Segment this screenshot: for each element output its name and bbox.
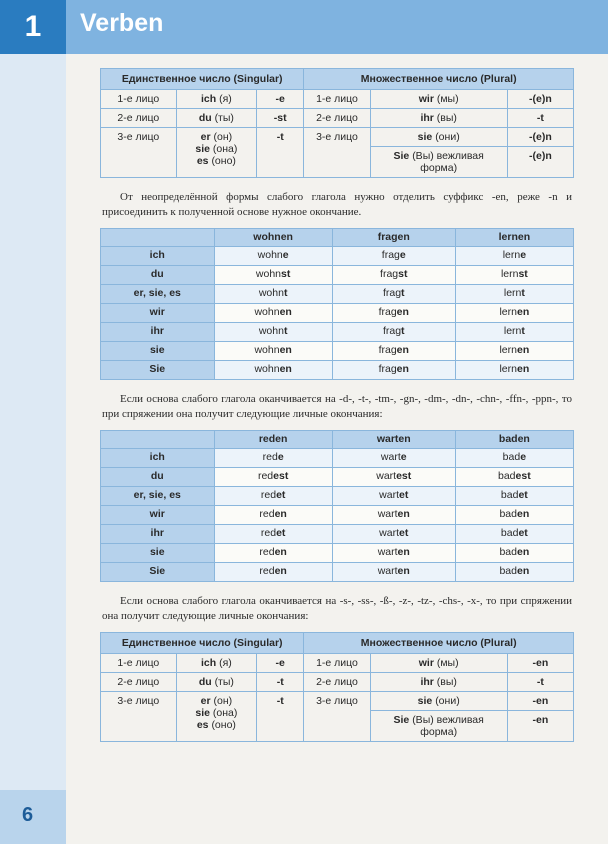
pronoun-cell: wir [101,506,215,525]
sidebar [0,0,66,844]
ending-cell: -en [507,692,573,711]
person-label: 3-е лицо [101,128,177,178]
pronoun-cell: wir (мы) [370,90,507,109]
ending-cell: -en [507,654,573,673]
pronoun-cell: er (он) sie (она) es (оно) [176,692,256,742]
person-label: 2-е лицо [304,673,370,692]
verb-form-cell: badet [455,525,573,544]
verb-form-cell: baden [455,506,573,525]
ending-cell: -t [257,673,304,692]
table-row [101,266,574,285]
verb-header: reden [214,431,332,449]
paragraph-3: Если основа слабого глагола оканчивается на -s-, -ss-, -ß-, -z-, -tz-, -chs-, -x-, то при спряжении она получит следующие личные окончания: [102,595,572,622]
pronoun-cell: ihr (вы) [370,109,507,128]
verb-form-cell: badet [455,487,573,506]
verb-grid-2 [100,430,574,582]
verb-form-cell: wohnen [214,304,332,323]
verb-form-cell: fragt [332,323,455,342]
table-row [101,468,574,487]
ending-cell: -en [507,711,573,742]
singular-header: Единственное число (Singular) [101,69,304,90]
verb-form-cell: warten [332,544,455,563]
verb-form-cell: redet [214,487,332,506]
verb-form-cell: wohnt [214,285,332,304]
singular-header: Единственное число (Singular) [101,633,304,654]
verb-form-cell: reden [214,544,332,563]
person-label: 1-е лицо [101,90,177,109]
table-row [101,525,574,544]
pronoun-cell: wir (мы) [370,654,507,673]
table-row [101,673,574,692]
verb-form-cell: wohnen [214,342,332,361]
table-row [101,128,574,147]
ending-cell: -e [257,654,304,673]
header-banner [66,0,608,54]
table-row [101,563,574,582]
ending-cell: -t [507,109,573,128]
verb-form-cell: wohne [214,247,332,266]
verb-form-cell: wohnen [214,361,332,380]
ending-cell: -(e)n [507,147,573,178]
person-label: 1-е лицо [304,90,370,109]
verb-form-cell: lernen [455,304,573,323]
pronoun-cell: sie (они) [370,128,507,147]
pronoun-cell: Sie [101,361,215,380]
pronoun-cell: er, sie, es [101,487,215,506]
table-row [101,487,574,506]
verb-form-cell: reden [214,563,332,582]
verb-form-cell: fragen [332,342,455,361]
pronoun-cell: du (ты) [176,109,256,128]
pronoun-cell: ich (я) [176,654,256,673]
table-row [101,90,574,109]
plural-header: Множественное число (Plural) [304,69,574,90]
page-number: 6 [0,790,66,844]
pronoun-cell: ich [101,449,215,468]
pronoun-cell: du (ты) [176,673,256,692]
pronoun-cell: ihr [101,323,215,342]
pronoun-cell: ihr (вы) [370,673,507,692]
table-row [101,342,574,361]
verb-form-cell: fragen [332,361,455,380]
pronoun-cell: sie (они) [370,692,507,711]
table-row [101,285,574,304]
verb-form-cell: wartet [332,525,455,544]
verb-form-cell: lerne [455,247,573,266]
verb-form-cell: lernt [455,323,573,342]
pronoun-cell: sie [101,544,215,563]
pronoun-cell: Sie (Вы) вежливая форма) [370,711,507,742]
plural-header: Множественное число (Plural) [304,633,574,654]
chapter-number: 1 [0,0,66,54]
table-row [101,449,574,468]
person-label: 3-е лицо [101,692,177,742]
paragraph-2: Если основа слабого глагола оканчивается на -d-, -t-, -tm-, -gn-, -dm-, -dn-, -chn-, -ffn-, -ppn-, то при спряжении она получит следующие личные окончания: [102,393,572,420]
ending-cell: -(e)n [507,128,573,147]
corner-cell [101,229,215,247]
verb-form-cell: redest [214,468,332,487]
verb-form-cell: wohnst [214,266,332,285]
verb-header: fragen [332,229,455,247]
paragraph-1: От неопределённой формы слабого глагола нужно отделить суффикс -en, реже -n и присоединить к полученной основе нужное окончание. [102,191,572,218]
verb-form-cell: fragt [332,285,455,304]
conjugation-table-2 [100,632,574,742]
table-row [101,323,574,342]
verb-header: lernen [455,229,573,247]
verb-form-cell: lernst [455,266,573,285]
verb-header: warten [332,431,455,449]
conjugation-table-1 [100,68,574,178]
table-row [101,692,574,711]
ending-cell: -t [257,692,304,742]
verb-form-cell: warten [332,563,455,582]
pronoun-cell: ihr [101,525,215,544]
verb-form-cell: baden [455,544,573,563]
verb-form-cell: reden [214,506,332,525]
table-row [101,506,574,525]
verb-form-cell: lernen [455,361,573,380]
person-label: 2-е лицо [101,109,177,128]
verb-form-cell: badest [455,468,573,487]
pronoun-cell: er, sie, es [101,285,215,304]
ending-cell: -t [507,673,573,692]
ending-cell: -e [257,90,304,109]
verb-form-cell: frage [332,247,455,266]
verb-header: baden [455,431,573,449]
verb-form-cell: lernt [455,285,573,304]
verb-form-cell: wartet [332,487,455,506]
person-label: 1-е лицо [101,654,177,673]
table-row [101,109,574,128]
pronoun-cell: Sie (Вы) вежливая форма) [370,147,507,178]
table-row [101,654,574,673]
person-label: 2-е лицо [101,673,177,692]
pronoun-cell: er (он) sie (она) es (оно) [176,128,256,178]
pronoun-cell: wir [101,304,215,323]
verb-header: wohnen [214,229,332,247]
verb-form-cell: fragen [332,304,455,323]
person-label: 1-е лицо [304,654,370,673]
verb-form-cell: wartest [332,468,455,487]
pronoun-cell: du [101,266,215,285]
person-label: 2-е лицо [304,109,370,128]
verb-form-cell: wohnt [214,323,332,342]
page-title: Verben [80,9,164,37]
verb-form-cell: rede [214,449,332,468]
verb-form-cell: lernen [455,342,573,361]
person-label: 3-е лицо [304,692,370,742]
person-label: 3-е лицо [304,128,370,178]
table-row [101,247,574,266]
pronoun-cell: ich [101,247,215,266]
ending-cell: -(e)n [507,90,573,109]
table-row [101,361,574,380]
verb-form-cell: bade [455,449,573,468]
pronoun-cell: du [101,468,215,487]
verb-form-cell: redet [214,525,332,544]
ending-cell: -st [257,109,304,128]
verb-form-cell: fragst [332,266,455,285]
content [100,68,574,742]
corner-cell [101,431,215,449]
pronoun-cell: Sie [101,563,215,582]
verb-grid-1 [100,228,574,380]
pronoun-cell: sie [101,342,215,361]
verb-form-cell: warte [332,449,455,468]
verb-form-cell: baden [455,563,573,582]
table-row [101,544,574,563]
table-row [101,304,574,323]
verb-form-cell: warten [332,506,455,525]
ending-cell: -t [257,128,304,178]
pronoun-cell: ich (я) [176,90,256,109]
